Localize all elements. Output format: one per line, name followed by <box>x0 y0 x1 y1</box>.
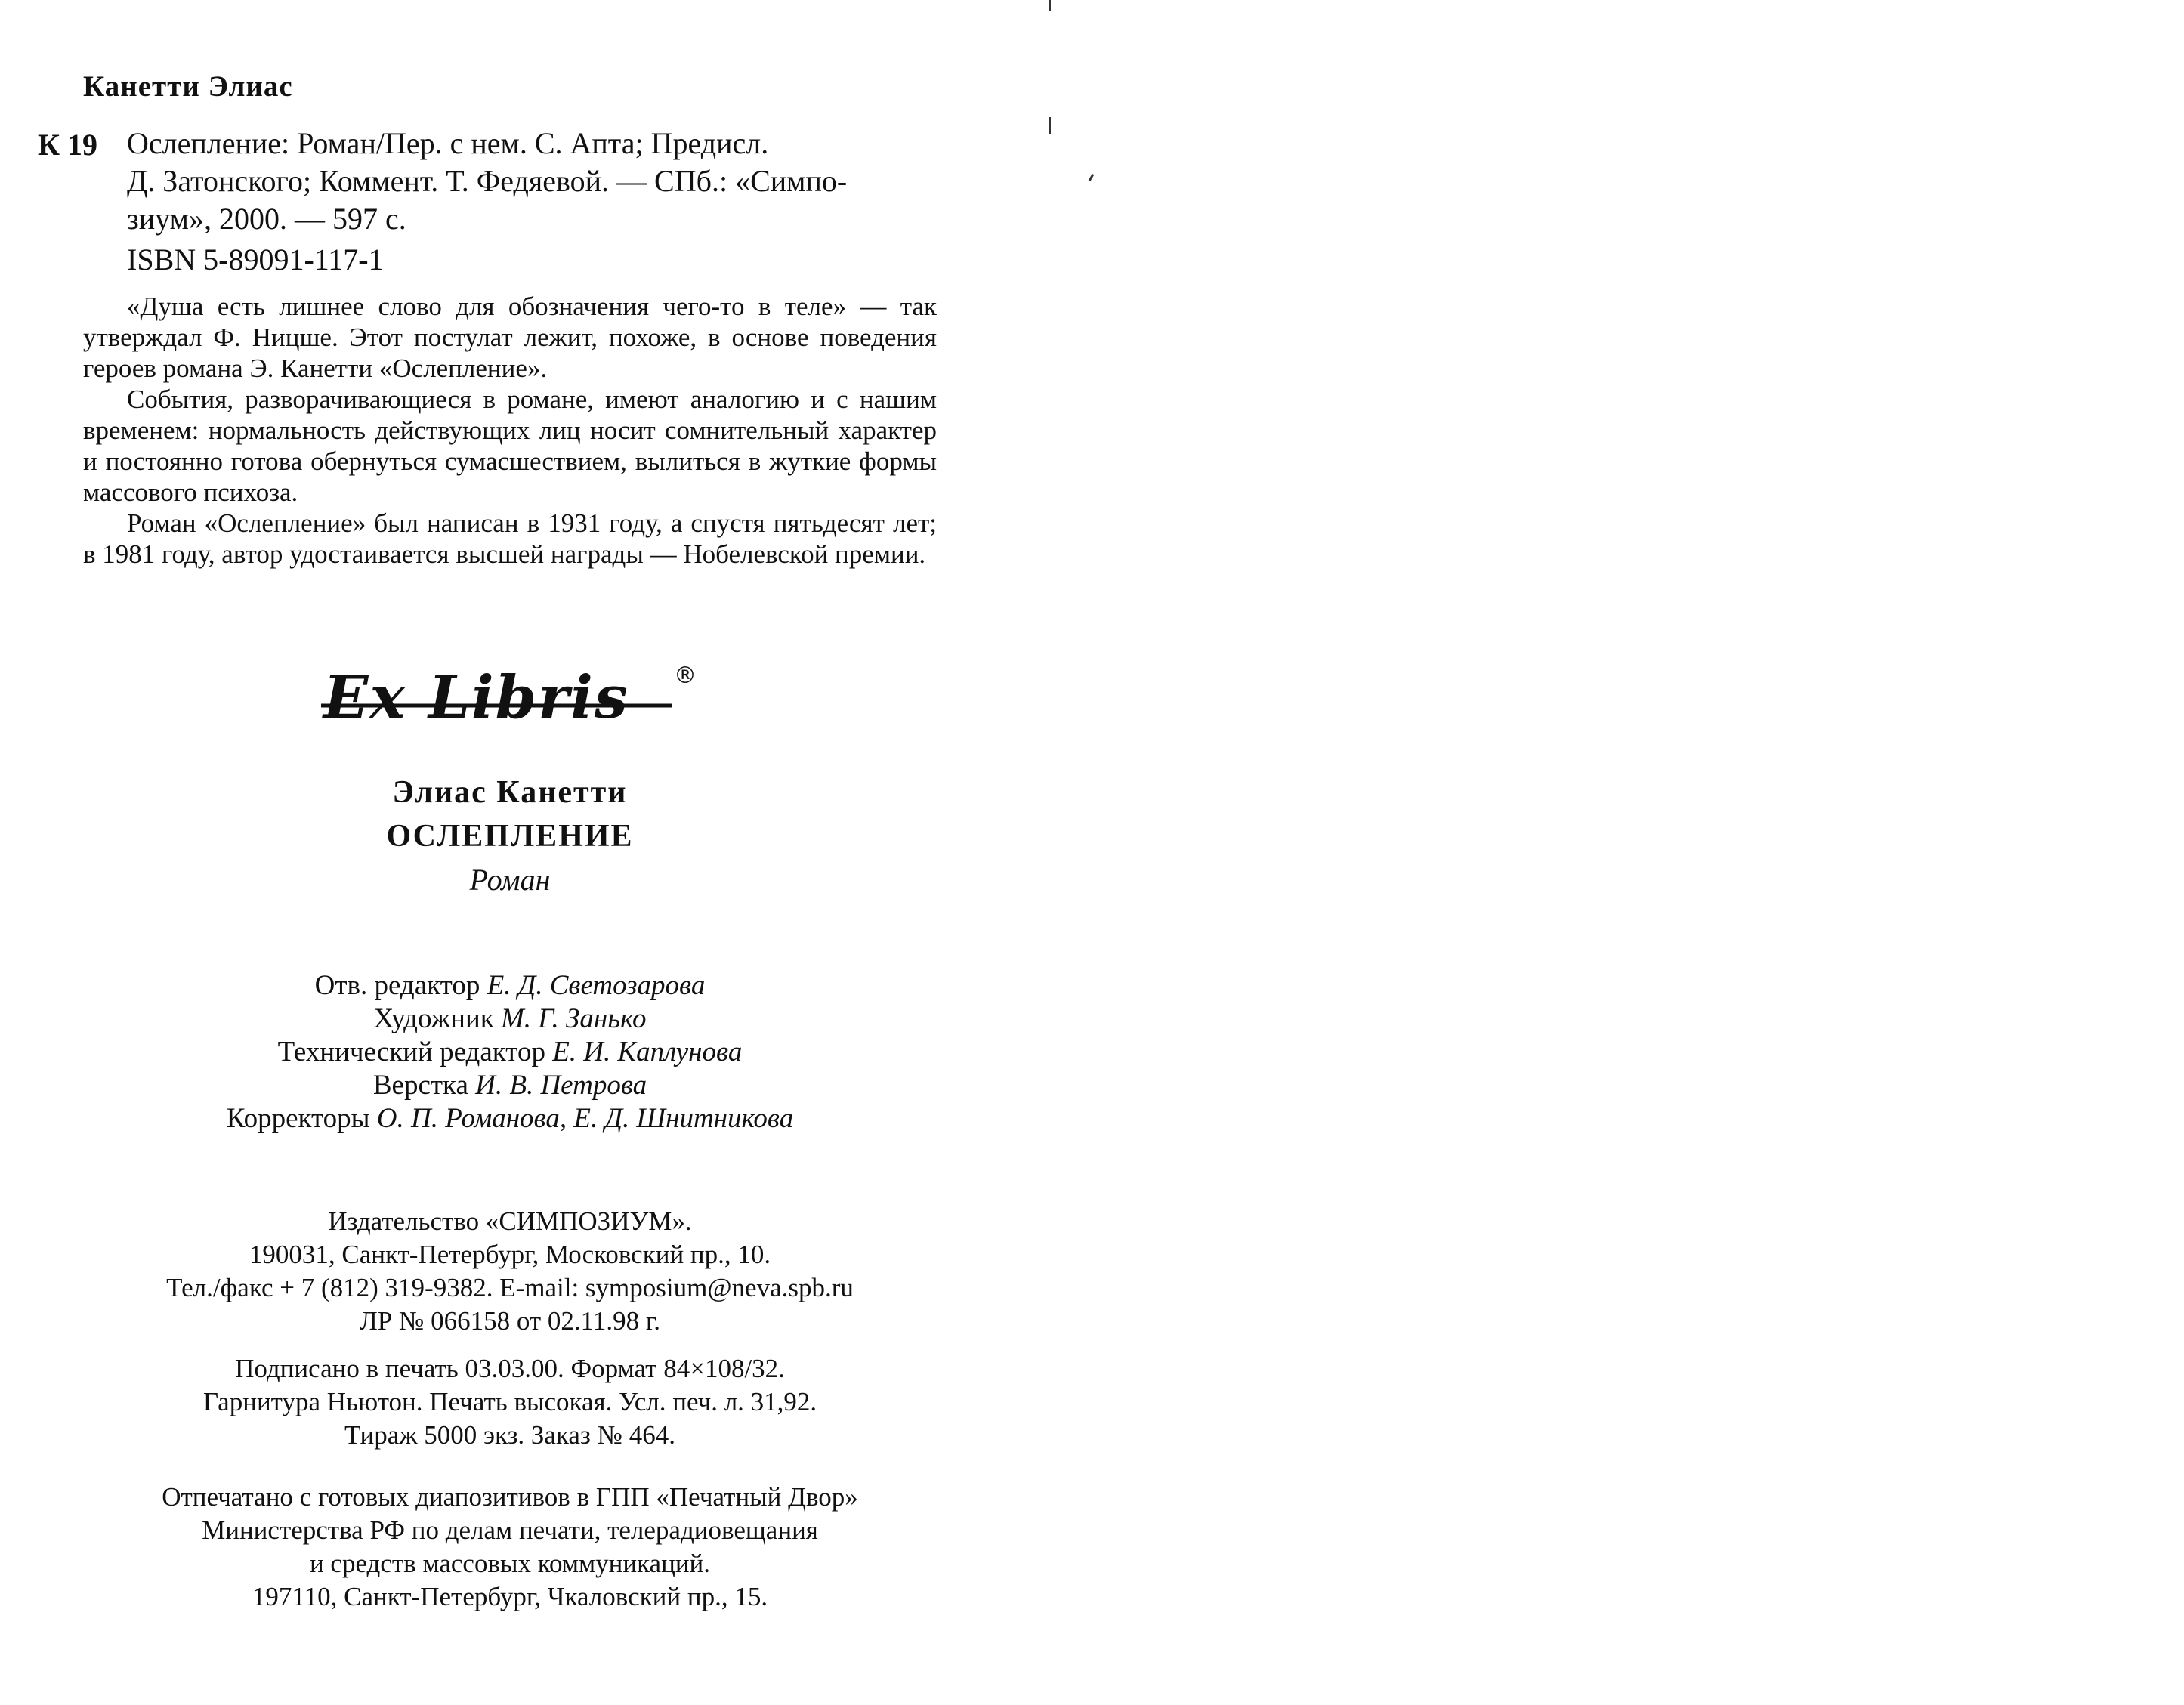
printing-line: Тираж 5000 экз. Заказ № 464. <box>344 1420 675 1450</box>
credit-role: Отв. редактор <box>314 970 480 1001</box>
credit-role: Художник <box>373 1003 494 1034</box>
credit-name: О. П. Романова, Е. Д. Шнитникова <box>376 1103 794 1134</box>
scan-speck <box>1049 0 1051 11</box>
printing-info <box>0 1352 1020 1452</box>
credit-role: Технический редактор <box>277 1036 545 1067</box>
printer-line: Министерства РФ по делам печати, телерадиовещания <box>202 1515 818 1545</box>
credit-name: И. В. Петрова <box>475 1070 647 1101</box>
bibliographic-line: Ослепление: Роман/Пер. с нем. С. Апта; Предисл. <box>127 126 769 160</box>
credit-row <box>0 1102 1020 1135</box>
credit-name: М. Г. Занько <box>500 1003 647 1034</box>
printing-line: Подписано в печать 03.03.00. Формат 84×108/32. <box>235 1354 785 1383</box>
credit-row <box>0 1002 1020 1036</box>
ex-libris-logo-text: Ex Libris <box>323 663 629 732</box>
credit-role: Верстка <box>372 1070 468 1101</box>
credit-row <box>0 1036 1020 1069</box>
catalog-author-heading: Канетти Элиас <box>83 70 293 103</box>
credit-role: Корректоры <box>226 1103 370 1134</box>
bibliographic-line: Д. Затонского; Коммент. Т. Федяевой. — СПб.: «Симпо- <box>127 164 848 198</box>
annotation-paragraph: Роман «Ослепление» был написан в 1931 году, а спустя пятьдесят лет; в 1981 году, автор удостаивается высшей награды — Нобелевской премии. <box>83 508 937 569</box>
credit-name: Е. Д. Светозарова <box>487 970 706 1001</box>
bibliographic-index: К 19 <box>38 128 98 162</box>
annotation <box>83 291 937 570</box>
publisher-line: Издательство «СИМПОЗИУМ». <box>328 1206 692 1236</box>
annotation-paragraph: «Душа есть лишнее слово для обозначения чего-то в теле» — так утверждал Ф. Ницше. Этот постулат лежит, похоже, в основе поведения героев романа Э. Канетти «Ослепление». <box>83 292 937 383</box>
credit-name: Е. И. Каплунова <box>552 1036 743 1067</box>
credit-row <box>0 969 1020 1002</box>
credits <box>0 969 1020 1135</box>
publisher-line: 190031, Санкт-Петербург, Московский пр., 10. <box>249 1240 771 1269</box>
registered-mark: ® <box>674 663 697 689</box>
ex-libris-logo <box>317 657 710 748</box>
printer-line: Отпечатано с готовых диапозитивов в ГПП «Печатный Двор» <box>162 1482 858 1512</box>
printing-line: Гарнитура Ньютон. Печать высокая. Усл. печ. л. 31,92. <box>202 1387 817 1416</box>
annotation-paragraph: События, разворачивающиеся в романе, имеют аналогию и с нашим временем: нормальность действующих лиц носит сомнительный характер и постоянно готова обернуться сумасшествием, вылиться в жуткие формы массового психоза. <box>83 385 937 507</box>
scan-speck <box>1049 117 1051 134</box>
bibliographic-line: зиум», 2000. — 597 с. <box>127 202 406 236</box>
publisher-info <box>0 1205 1020 1338</box>
scan-speck <box>1089 174 1095 181</box>
book-genre: Роман <box>469 863 551 897</box>
book-title: ОСЛЕПЛЕНИЕ <box>386 819 634 854</box>
imprint-page <box>0 0 982 1705</box>
credit-row <box>0 1069 1020 1102</box>
publisher-line: ЛР № 066158 от 02.11.98 г. <box>359 1306 661 1336</box>
isbn: ISBN 5-89091-117-1 <box>127 242 384 276</box>
bibliographic-description <box>127 125 937 238</box>
printer-info <box>0 1481 1020 1614</box>
title-block <box>0 774 1020 906</box>
printer-line: 197110, Санкт-Петербург, Чкаловский пр., 15. <box>252 1582 768 1611</box>
publisher-line: Тел./факс + 7 (812) 319-9382. E-mail: symposium@neva.spb.ru <box>166 1273 854 1302</box>
book-author: Элиас Канетти <box>392 775 628 810</box>
printer-line: и средств массовых коммуникаций. <box>309 1549 711 1578</box>
